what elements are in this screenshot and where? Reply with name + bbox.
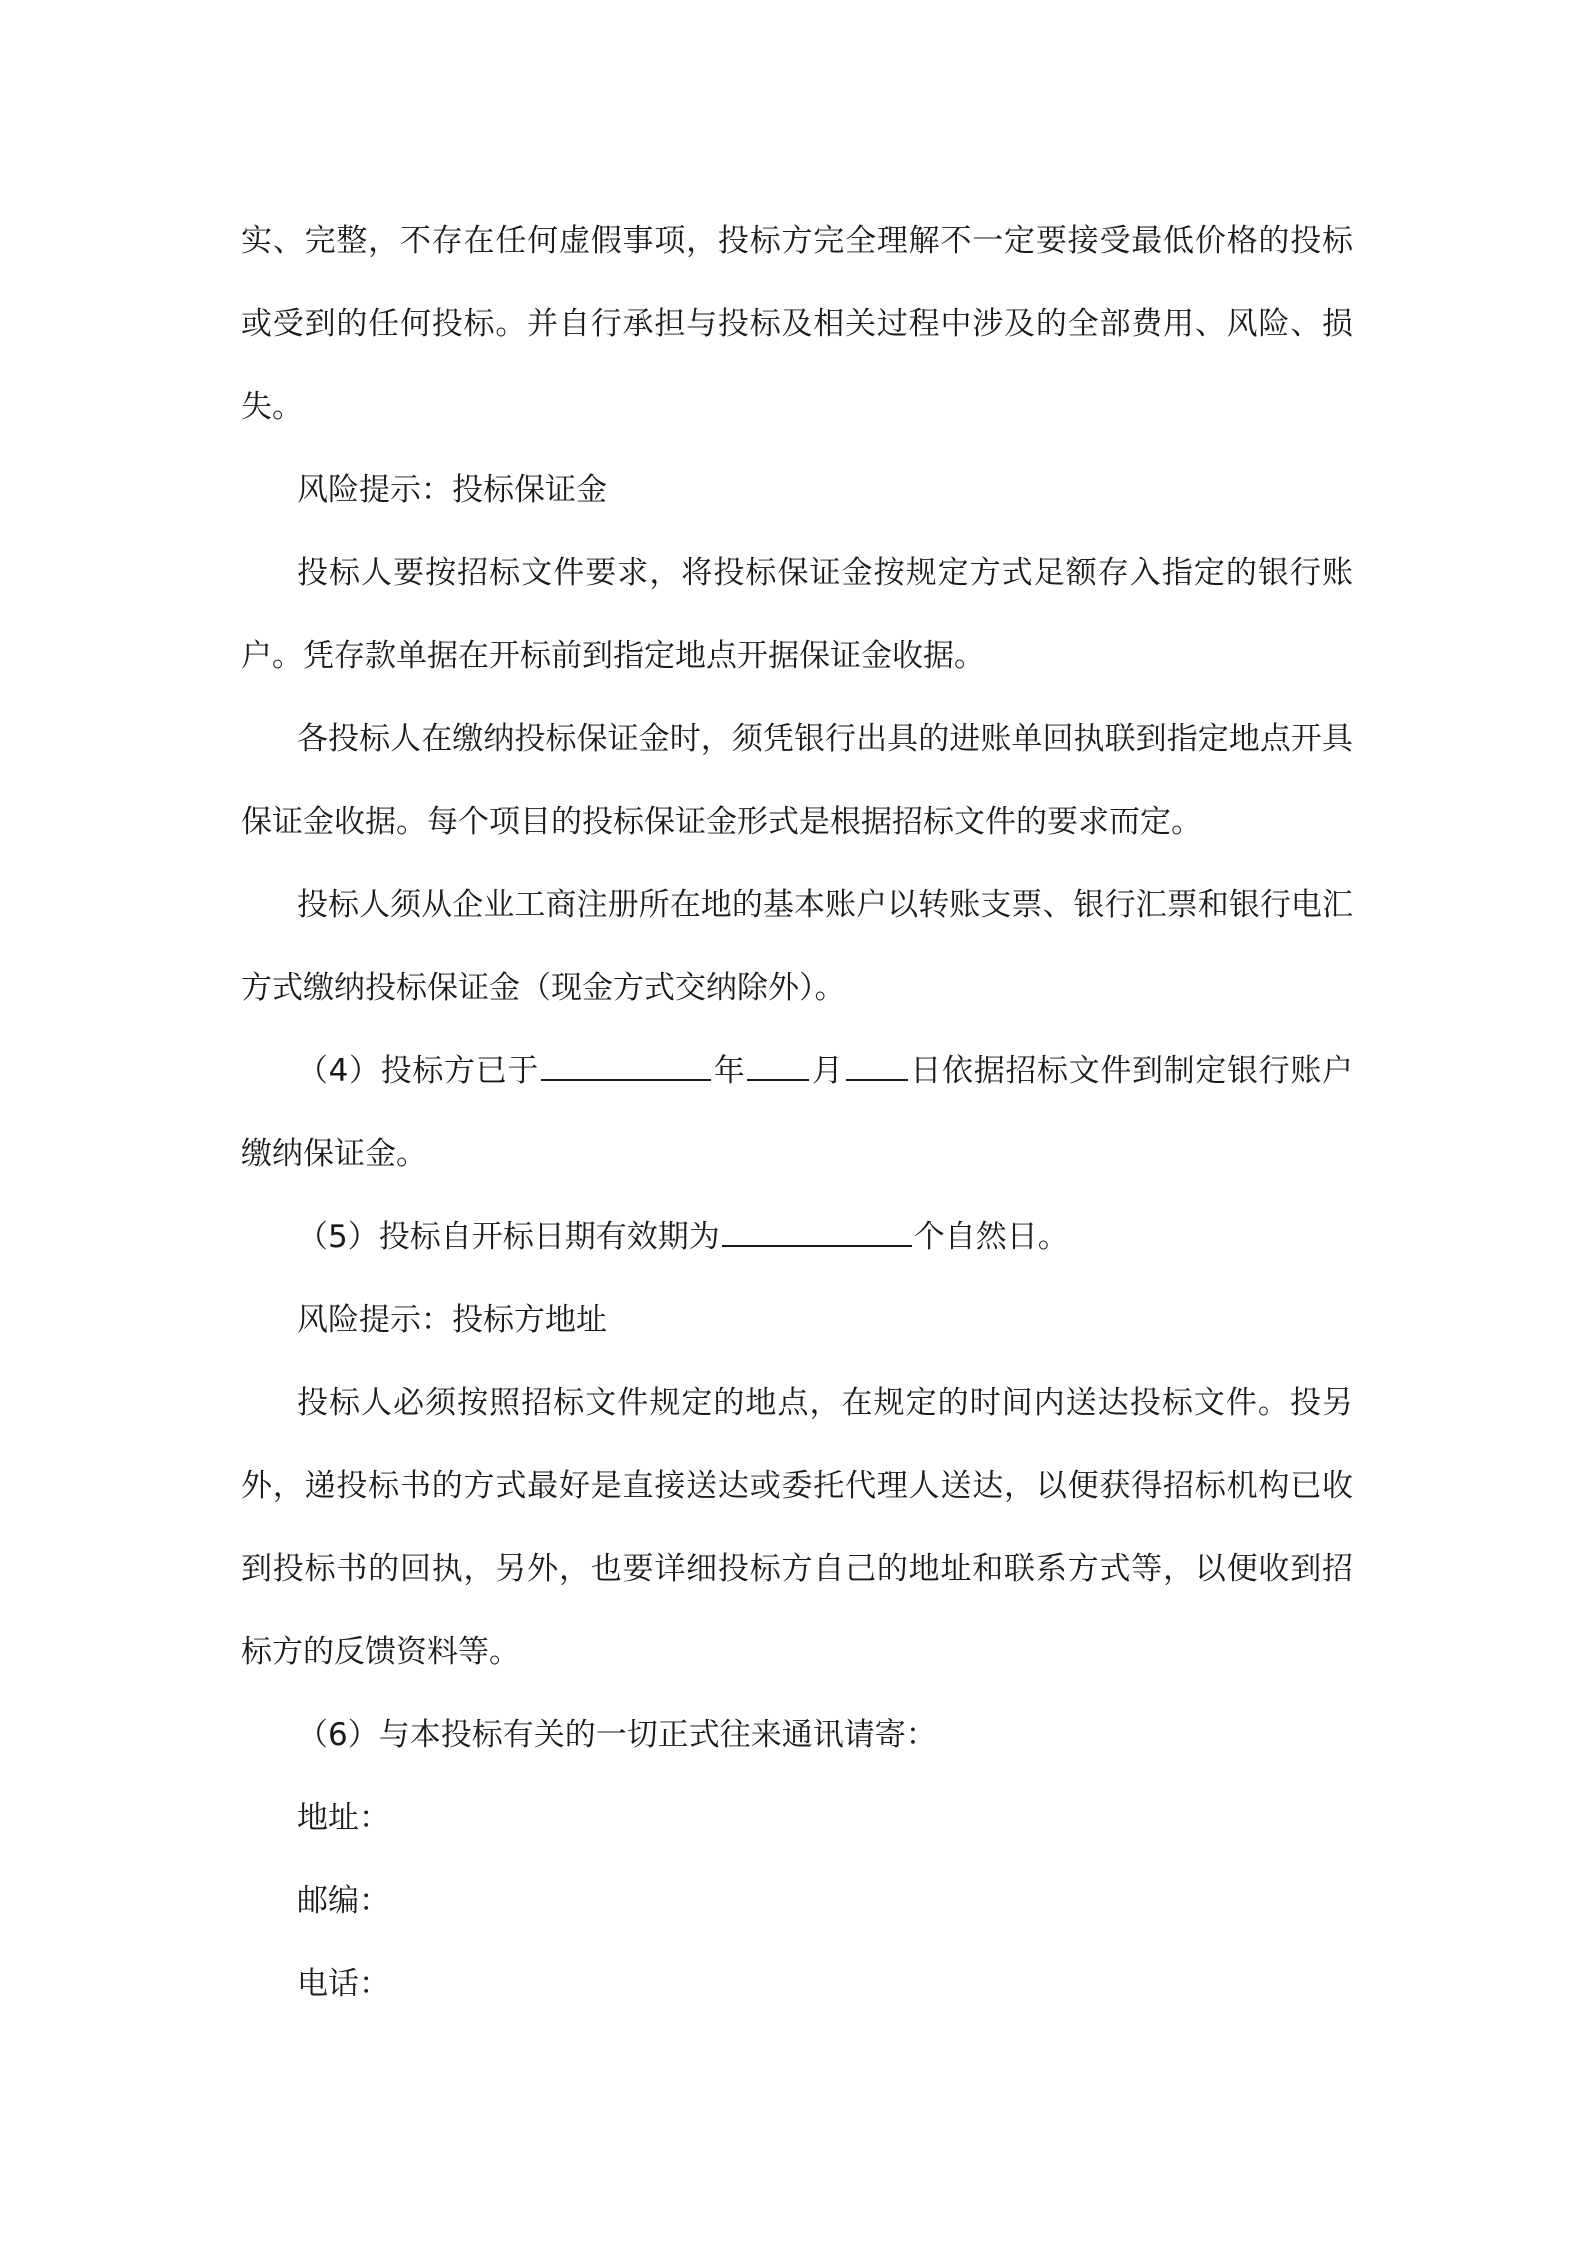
clause-4-suffix: 日依据招标文件到制定银行账户缴纳保证金。 <box>241 1053 1353 1172</box>
validity-days-blank[interactable] <box>722 1219 912 1247</box>
paragraph-continuation: 实、完整，不存在任何虚假事项，投标方完全理解不一定要接受最低价格的投标或受到的任何投标。并自行承担与投标及相关过程中涉及的全部费用、风险、损失。 <box>241 223 1353 425</box>
clause-5-validity <box>241 1196 1353 1279</box>
risk-tip-bid-bond-heading: 风险提示：投标保证金 <box>297 472 607 508</box>
paragraph-delivery-of-bid: 投标人必须按照招标文件规定的地点，在规定的时间内送达投标文件。投另外，递投标书的方式最好是直接送达或委托代理人送达，以便获得招标机构已收到投标书的回执，另外，也要详细投标方自己的地址和联系方式等，以便收到招标方的反馈资料等。 <box>241 1385 1353 1670</box>
document-page <box>241 200 1353 2026</box>
phone-field-label: 电话： <box>297 1966 390 2002</box>
month-label: 月 <box>811 1053 844 1089</box>
clause-4-bond-date <box>241 1030 1353 1196</box>
year-blank[interactable] <box>541 1053 711 1081</box>
clause-4-prefix: （4）投标方已于 <box>297 1053 540 1089</box>
postcode-field-label: 邮编： <box>297 1883 390 1919</box>
paragraph-bid-bond-payment-method: 投标人须从企业工商注册所在地的基本账户以转账支票、银行汇票和银行电汇方式缴纳投标保证金（现金方式交纳除外）。 <box>241 887 1353 1006</box>
paragraph-bid-bond-receipt: 各投标人在缴纳投标保证金时，须凭银行出具的进账单回执联到指定地点开具保证金收据。每个项目的投标保证金形式是根据招标文件的要求而定。 <box>241 721 1353 840</box>
risk-tip-bidder-address-heading: 风险提示：投标方地址 <box>297 1302 607 1338</box>
month-blank[interactable] <box>747 1053 809 1081</box>
paragraph-bid-bond-deposit: 投标人要按招标文件要求，将投标保证金按规定方式足额存入指定的银行账户。凭存款单据在开标前到指定地点开据保证金收据。 <box>241 555 1353 674</box>
clause-6-correspondence: （6）与本投标有关的一切正式往来通讯请寄： <box>297 1717 937 1753</box>
day-blank[interactable] <box>846 1053 908 1081</box>
clause-5-prefix: （5）投标自开标日期有效期为 <box>297 1219 720 1255</box>
address-field-label: 地址： <box>297 1800 390 1836</box>
year-label: 年 <box>713 1053 746 1089</box>
clause-5-suffix: 个自然日。 <box>913 1219 1069 1255</box>
